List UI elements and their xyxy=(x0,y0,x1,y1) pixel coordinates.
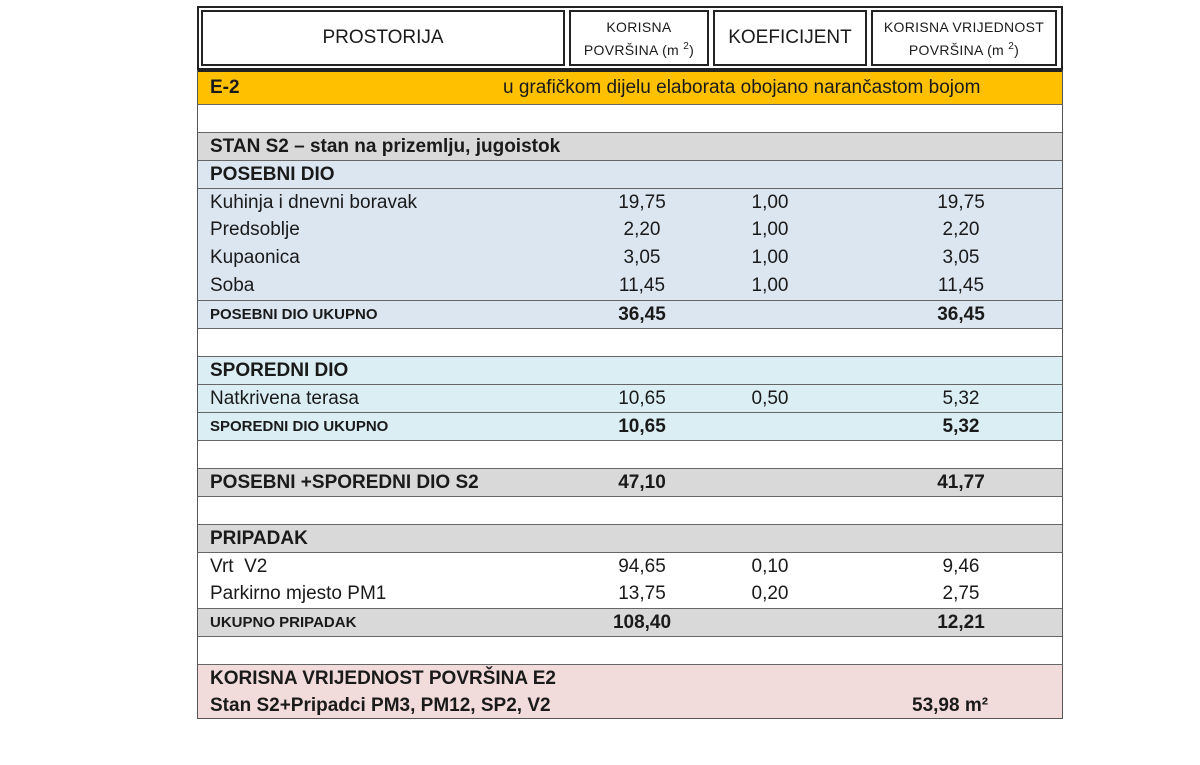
posebni-total-area: 36,45 xyxy=(618,304,666,325)
room-name: Soba xyxy=(210,275,255,296)
header-vrijednost-line2: POVRŠINA (m xyxy=(908,41,1005,58)
unit-row xyxy=(198,70,1062,104)
header-korisna-close: ) xyxy=(689,41,695,58)
final-title: KORISNA VRIJEDNOST POVRŠINA E2 xyxy=(210,668,556,689)
header-vrijednost-close: ) xyxy=(1014,41,1020,58)
spacer-row xyxy=(198,636,1062,664)
combined-area: 47,10 xyxy=(618,472,666,493)
header-vrijednost-line1: KORISNA VRIJEDNOST xyxy=(883,18,1045,35)
combined-value: 41,77 xyxy=(937,472,985,493)
sporedni-total-label: SPOREDNI DIO UKUPNO xyxy=(210,418,389,435)
pripadak-total-area: 108,40 xyxy=(612,612,672,633)
final-total-row xyxy=(198,664,1062,718)
posebni-title: POSEBNI DIO xyxy=(210,164,335,185)
room-area: 2,20 xyxy=(623,219,661,240)
pripadak-total-label: UKUPNO PRIPADAK xyxy=(210,614,357,631)
stan-title: STAN S2 – stan na prizemlju, jugoistok xyxy=(210,136,561,157)
header-korisna-vrijednost xyxy=(871,10,1057,66)
pripadak-title-row xyxy=(198,524,1062,552)
room-name: Vrt V2 xyxy=(210,556,268,577)
table-body xyxy=(197,70,1063,719)
area-table xyxy=(197,6,1063,719)
room-area: 10,65 xyxy=(618,388,666,409)
table-row xyxy=(198,384,1062,412)
header-korisna-line2: POVRŠINA (m xyxy=(583,41,680,58)
sporedni-total-row xyxy=(198,412,1062,440)
header-korisna-sup: 2 xyxy=(683,40,690,52)
room-coef: 0,10 xyxy=(751,556,789,577)
table-row xyxy=(198,580,1062,608)
header-prostorija: PROSTORIJA xyxy=(201,10,565,66)
room-name: Kupaonica xyxy=(210,247,300,268)
room-name: Kuhinja i dnevni boravak xyxy=(210,192,418,213)
room-area: 19,75 xyxy=(618,192,666,213)
room-coef: 0,50 xyxy=(751,388,789,409)
spacer-row xyxy=(198,328,1062,356)
room-value: 5,32 xyxy=(942,388,980,409)
sporedni-title: SPOREDNI DIO xyxy=(210,360,349,381)
header-koeficijent: KOEFICIJENT xyxy=(713,10,867,66)
header-korisna-line1: KORISNA xyxy=(606,18,672,35)
room-name: Natkrivena terasa xyxy=(210,388,359,409)
room-area: 11,45 xyxy=(618,275,666,296)
sporedni-title-row xyxy=(198,356,1062,384)
table-row xyxy=(198,272,1062,300)
final-subtitle: Stan S2+Pripadci PM3, PM12, SP2, V2 xyxy=(210,695,551,716)
spacer-row xyxy=(198,440,1062,468)
header-korisna-povrsina xyxy=(569,10,709,66)
room-area: 94,65 xyxy=(618,556,666,577)
room-name: Parkirno mjesto PM1 xyxy=(210,583,387,604)
posebni-title-row xyxy=(198,160,1062,188)
unit-code: E-2 xyxy=(210,77,240,98)
posebni-total-label: POSEBNI DIO UKUPNO xyxy=(210,306,378,323)
sporedni-total-value: 5,32 xyxy=(942,416,980,437)
pripadak-total-row xyxy=(198,608,1062,636)
room-area: 13,75 xyxy=(618,583,666,604)
room-coef: 0,20 xyxy=(751,583,789,604)
final-value: 53,98 m² xyxy=(912,695,989,716)
room-value: 9,46 xyxy=(942,556,980,577)
room-value: 11,45 xyxy=(937,275,985,296)
posebni-total-value: 36,45 xyxy=(937,304,985,325)
table-row xyxy=(198,216,1062,244)
table-row xyxy=(198,188,1062,216)
room-area: 3,05 xyxy=(623,247,661,268)
table-header xyxy=(197,6,1063,70)
header-vrijednost-sup: 2 xyxy=(1008,40,1015,52)
posebni-total-row xyxy=(198,300,1062,328)
table-row xyxy=(198,244,1062,272)
pripadak-title: PRIPADAK xyxy=(210,528,308,549)
room-value: 19,75 xyxy=(937,192,985,213)
stan-title-row xyxy=(198,132,1062,160)
pripadak-total-value: 12,21 xyxy=(937,612,985,633)
room-coef: 1,00 xyxy=(751,192,789,213)
combined-label: POSEBNI +SPOREDNI DIO S2 xyxy=(210,472,479,493)
unit-note: u grafičkom dijelu elaborata obojano narančastom bojom xyxy=(503,77,981,98)
room-value: 2,75 xyxy=(942,583,980,604)
room-value: 2,20 xyxy=(942,219,980,240)
spacer-row xyxy=(198,496,1062,524)
spacer-row xyxy=(198,104,1062,132)
room-coef: 1,00 xyxy=(751,275,789,296)
room-value: 3,05 xyxy=(942,247,980,268)
room-coef: 1,00 xyxy=(751,247,789,268)
room-name: Predsoblje xyxy=(210,219,300,240)
combined-row xyxy=(198,468,1062,496)
room-coef: 1,00 xyxy=(751,219,789,240)
table-row xyxy=(198,552,1062,580)
sporedni-total-area: 10,65 xyxy=(618,416,666,437)
